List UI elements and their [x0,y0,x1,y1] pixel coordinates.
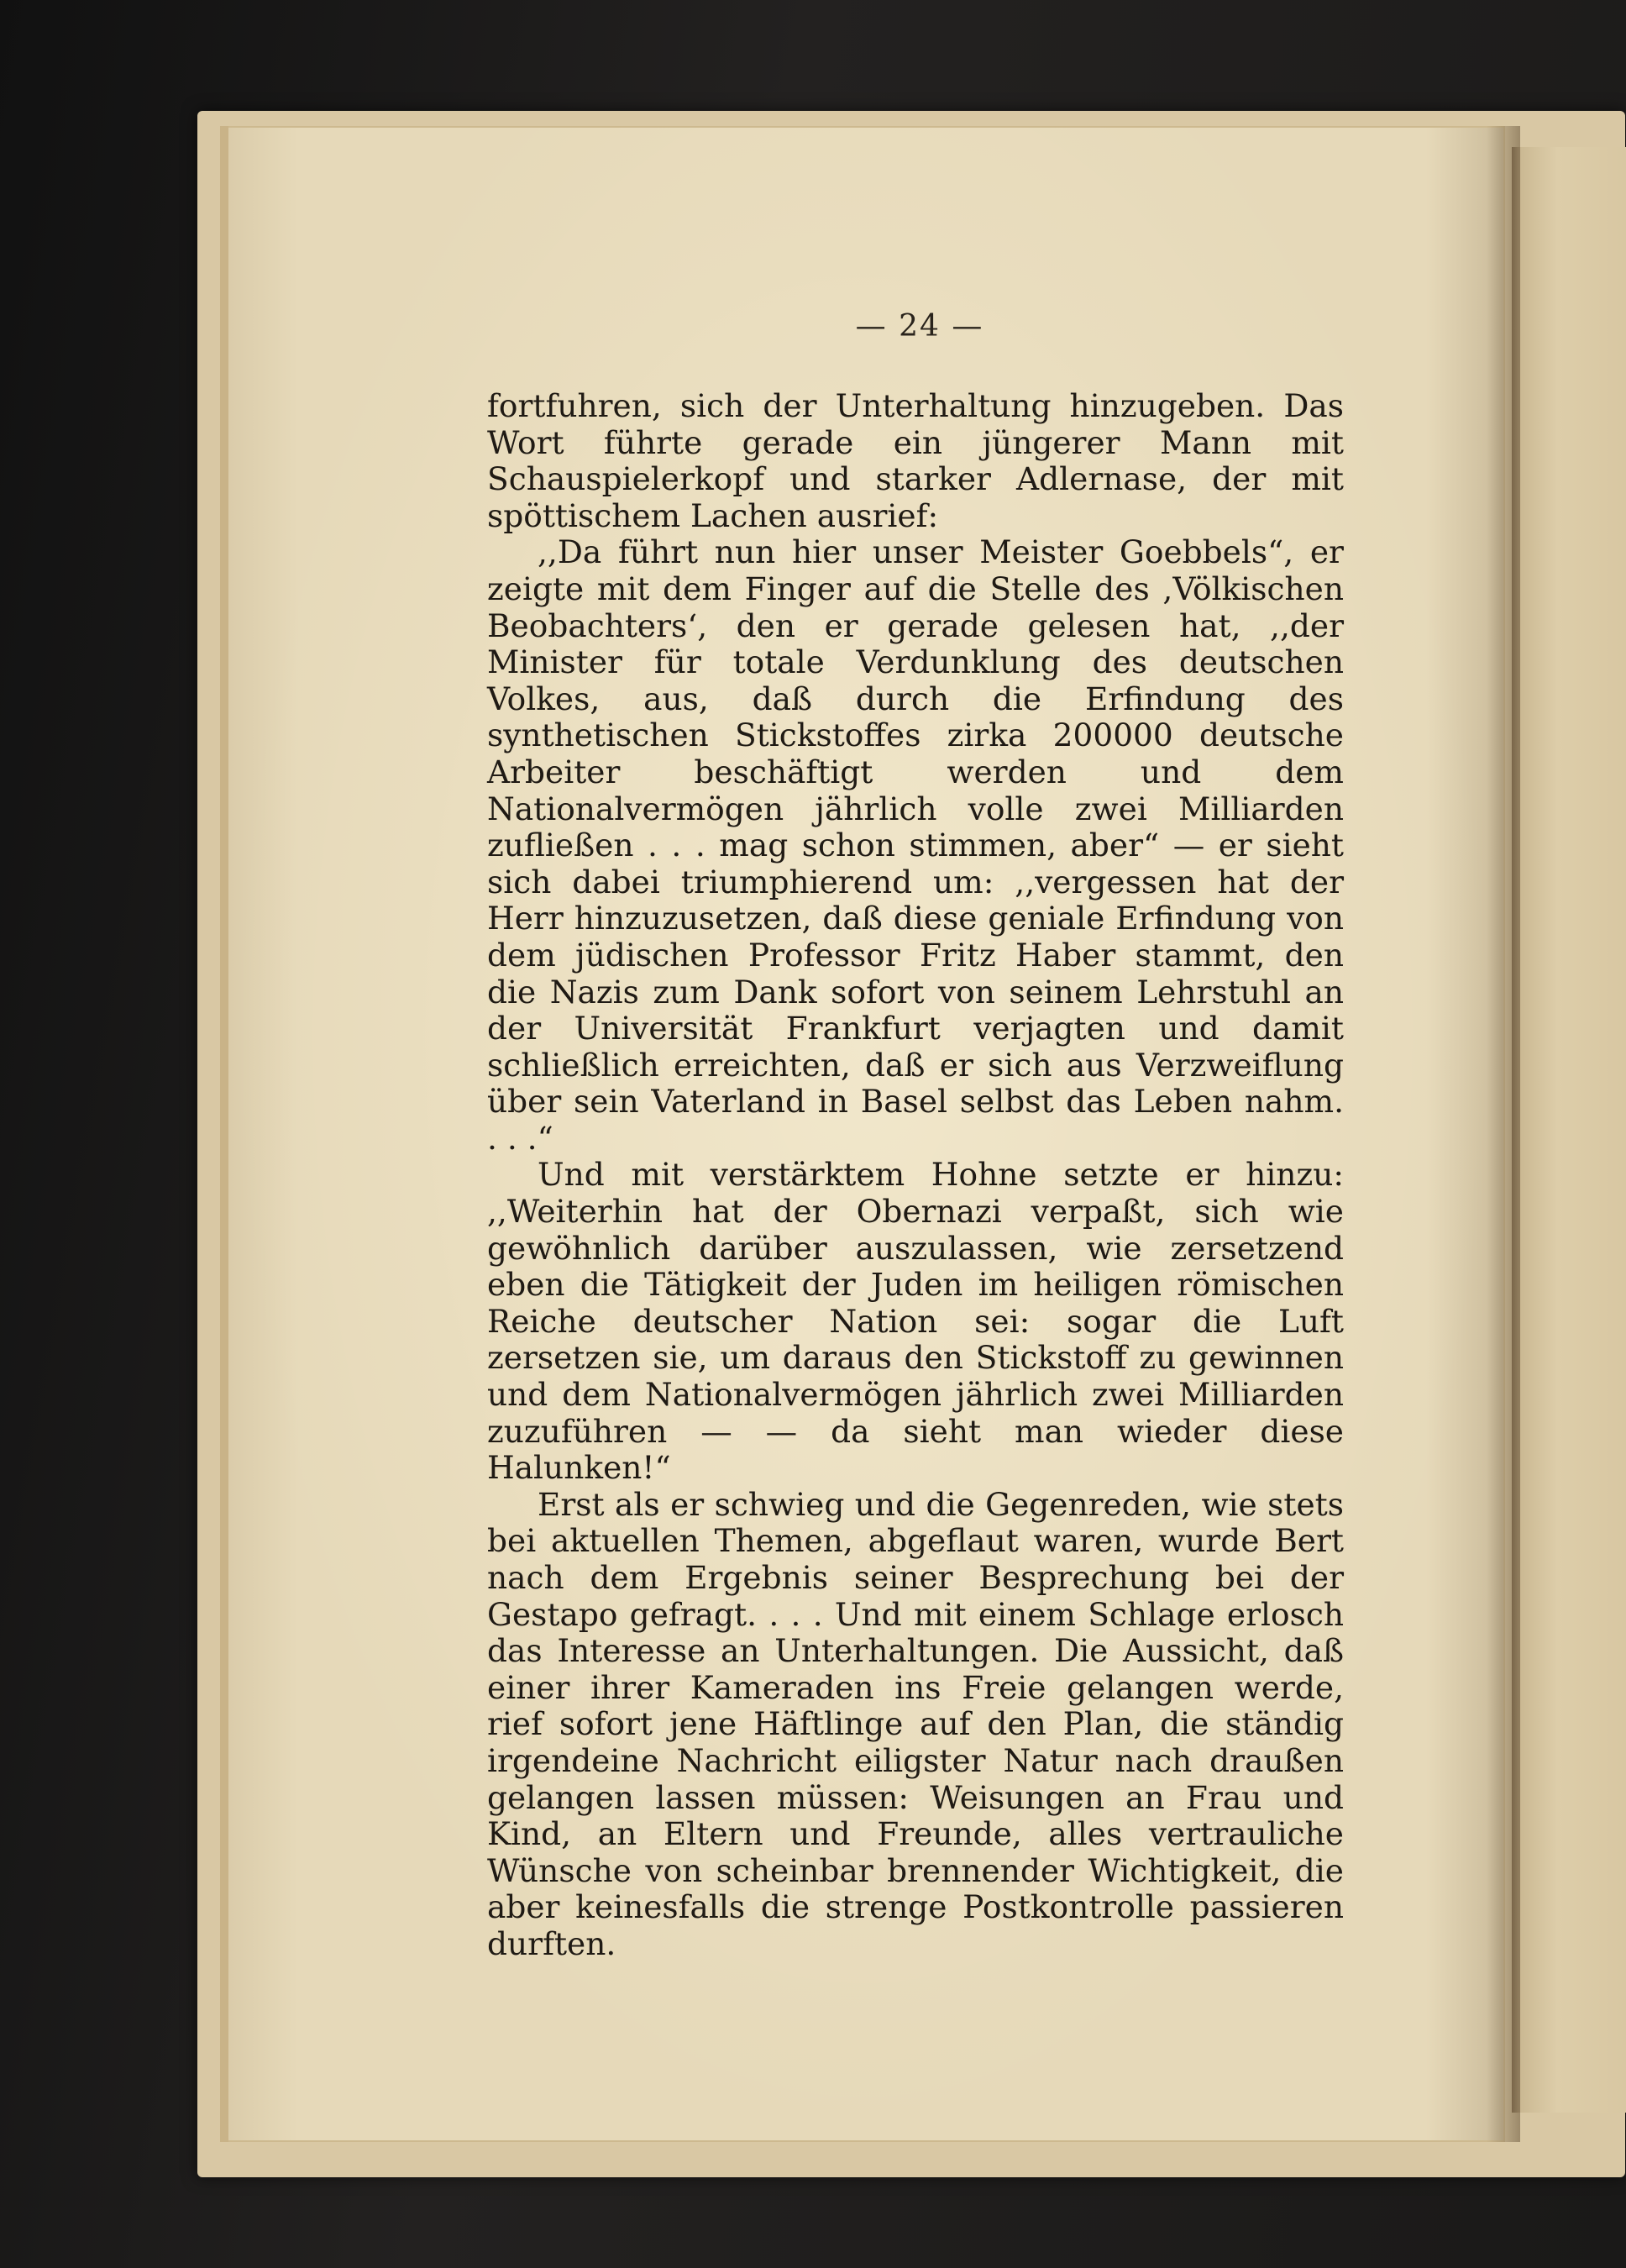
paragraph: Erst als er schwieg und die Gegenreden, wie stets bei aktuellen Themen, abgeflaut waren, wurde Bert nach dem Ergebnis seiner Besprechung bei der Gestapo gefragt. . . . Und mit einem Schlage erlosch das Interesse an Unterhaltungen. Die Aussicht, daß einer ihrer Kameraden ins Freie gelangen werde, rief sofort jene Häftlinge auf den Plan, die ständig irgendeine Nachricht eiligster Natur nach draußen gelangen lassen müssen: Weisungen an Frau und Kind, an Eltern und Freunde, alles vertrauliche Wünsche von scheinbar brennender Wichtigkeit, die aber keinesfalls die strenge Postkontrolle passieren durften. [487,1485,1344,1962]
page-left-edge [220,126,228,2142]
paragraph: Und mit verstärktem Hohne setzte er hinzu: ,,Weiterhin hat der Obernazi verpaßt, sich wie gewöhnlich darüber auszulassen, wie zersetzend eben die Tätigkeit der Juden im heiligen römischen Reiche deutscher Nation sei: sogar die Luft zersetzen sie, um daraus den Stickstoff zu gewinnen und dem Nationalvermögen jährlich zwei Milliarden zuzuführen — — da sieht man wieder diese Halunken!“ [487,1156,1344,1487]
paragraph: fortfuhren, sich der Unterhaltung hinzugeben. Das Wort führte gerade ein jüngerer Mann mit Schauspielerkopf und starker Adlernase, der mit spöttischem Lachen ausrief: [487,387,1344,534]
paragraph: ,,Da führt nun hier unser Meister Goebbels“, er zeigte mit dem Finger auf die Stelle des ,Völkischen Beobachters‘, den er gerade gelesen hat, ,,der Minister für totale Verdunklung des deutschen Volkes, aus, daß durch die Erfindung des synthetischen Stickstoffes zirka 200000 deutsche Arbeiter beschäftigt werden und dem Nationalvermögen jährlich volle zwei Milliarden zufließen . . . mag schon stimmen, aber“ — er sieht sich dabei triumphierend um: ,,vergessen hat der Herr hinzuzusetzen, daß diese geniale Erfindung von dem jüdischen Professor Fritz Haber stammt, den die Nazis zum Dank sofort von seinem Lehrstuhl an der Universität Frankfurt verjagten und damit schließlich erreichten, daß er sich aus Verzweiflung über sein Vaterland in Basel selbst das Leben nahm. . . .“ [487,533,1344,1157]
spine-shadow [1487,126,1520,2142]
page-number: — 24 — [855,309,984,344]
facing-page-edge [1512,147,1626,2113]
body-text [487,388,1344,1963]
